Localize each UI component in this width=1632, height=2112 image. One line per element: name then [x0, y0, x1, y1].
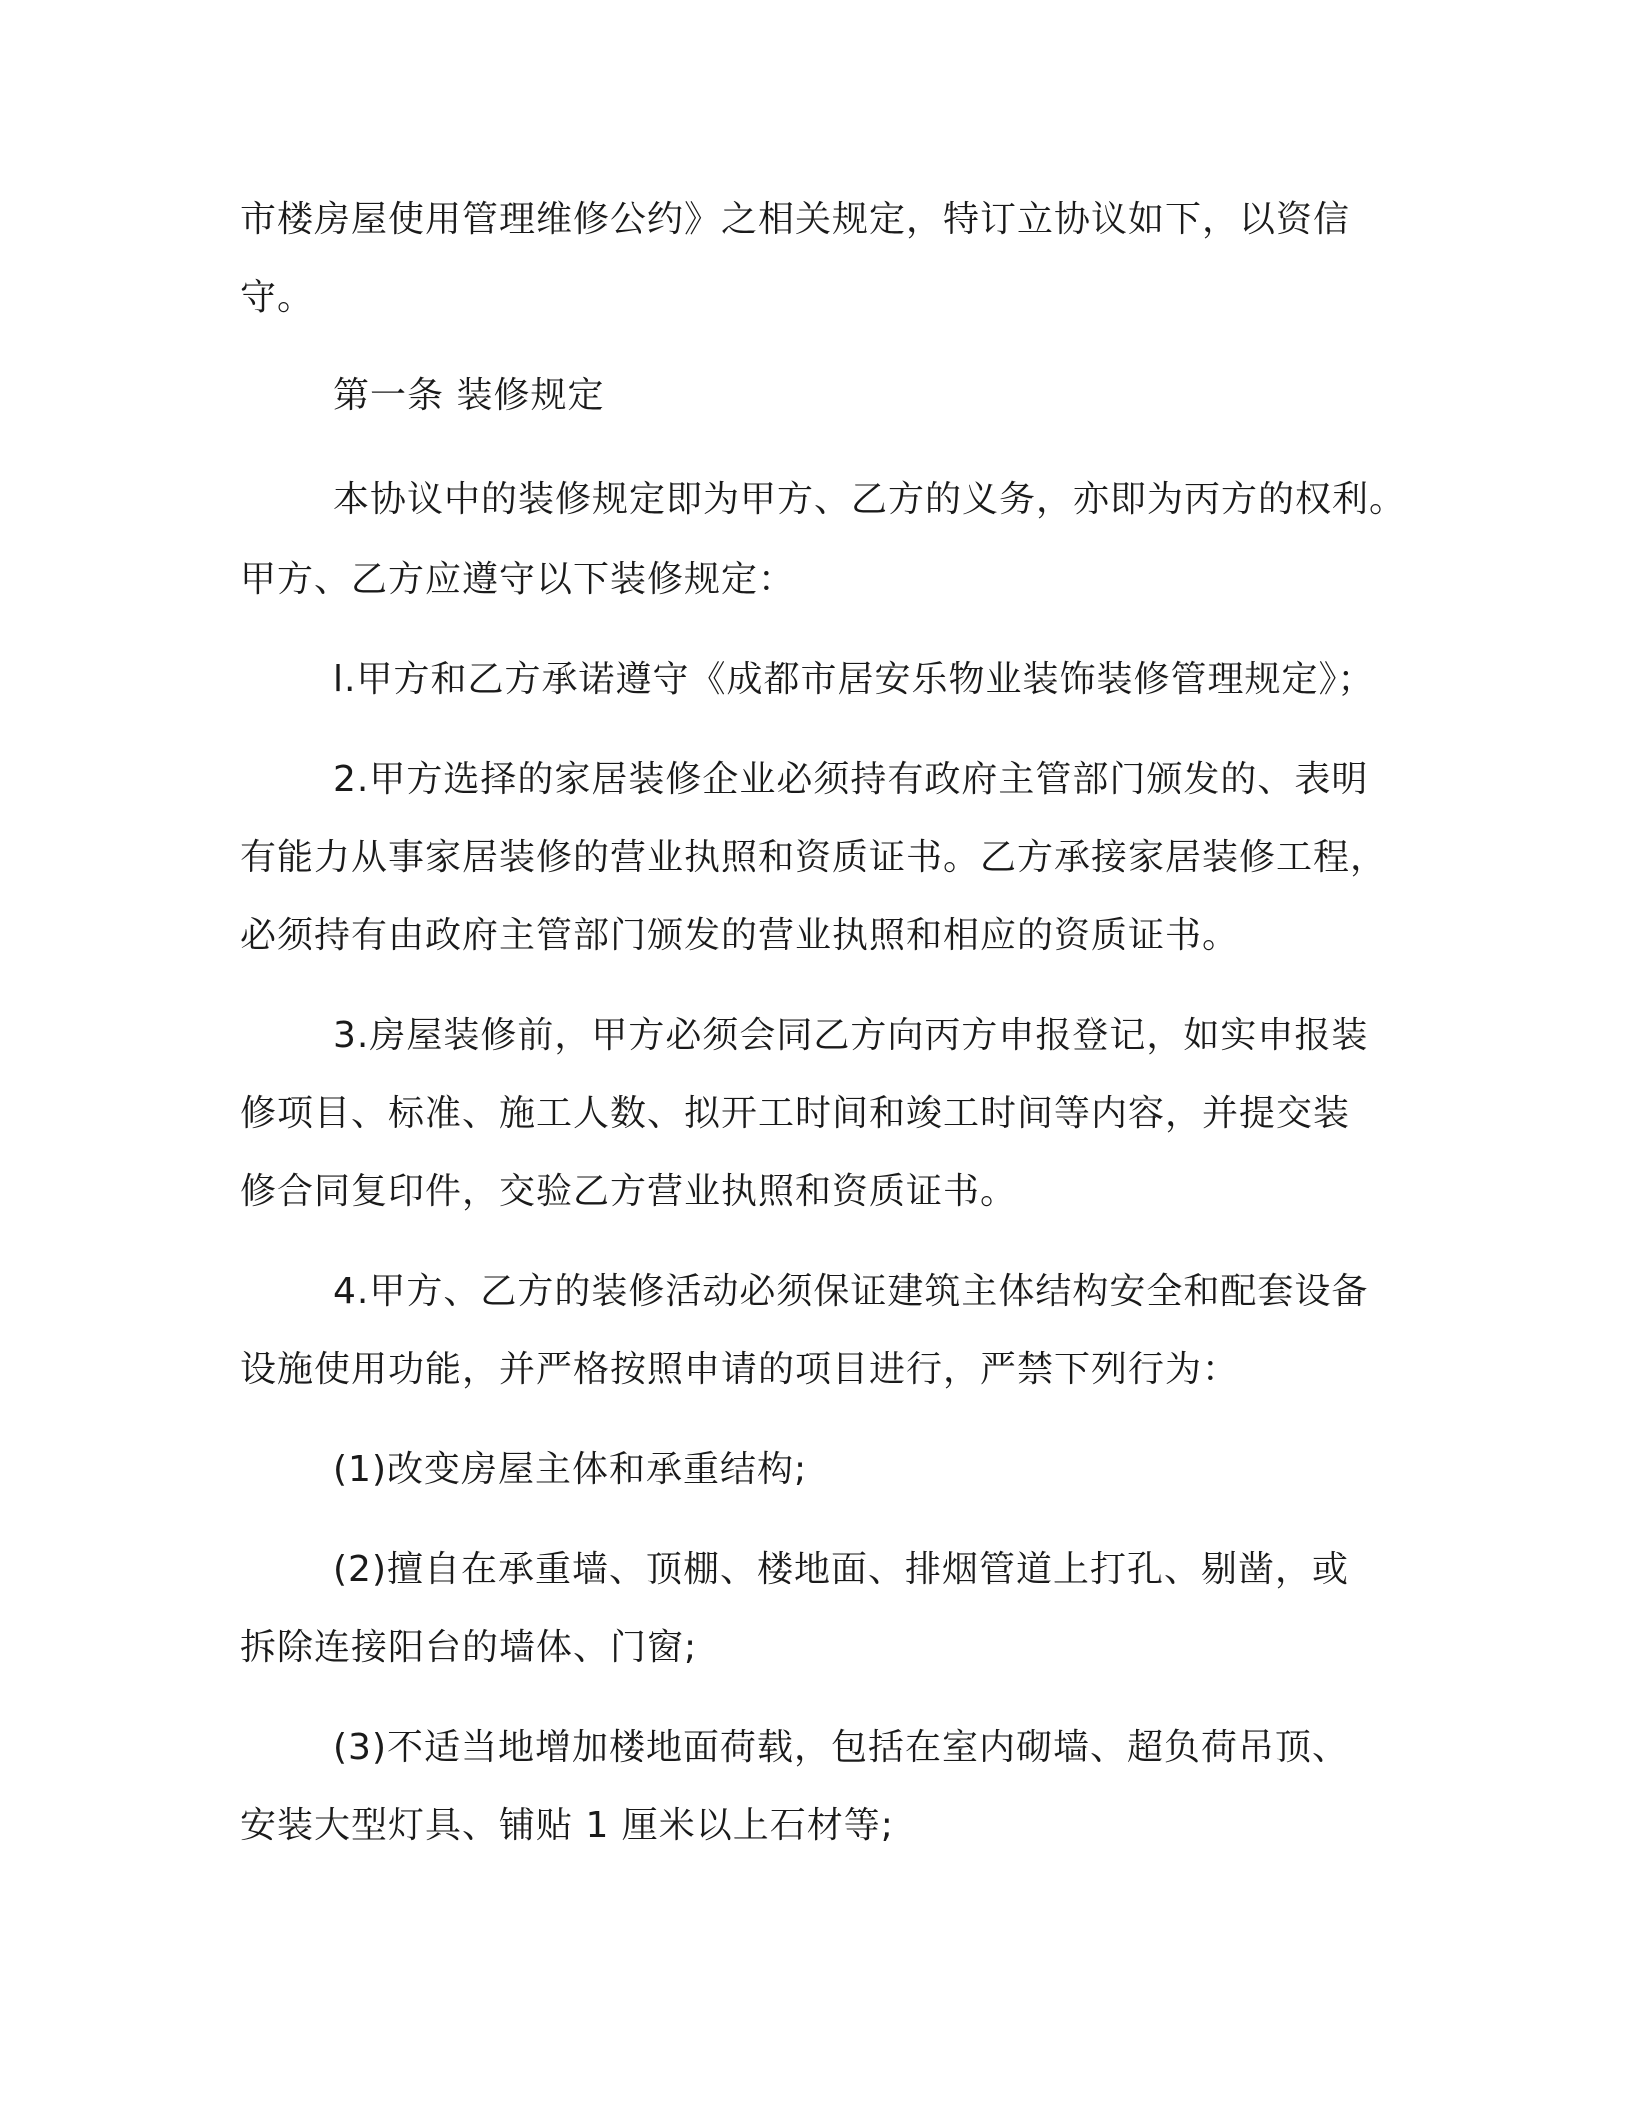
- text-line: l.甲方和乙方承诺遵守《成都市居安乐物业装饰装修管理规定》；: [333, 659, 1375, 700]
- text-line: 有能力从事家居装修的营业执照和资质证书。乙方承接家居装修工程，: [240, 837, 1388, 878]
- text-line: 设施使用功能，并严格按照申请的项目进行，严禁下列行为：: [240, 1349, 1240, 1390]
- text-line: 2.甲方选择的家居装修企业必须持有政府主管部门颁发的、表明: [333, 759, 1369, 800]
- text-line: 守。: [240, 277, 315, 318]
- list-item: (1)改变房屋主体和承重结构;: [333, 1449, 808, 1490]
- text-line: 修合同复印件，交验乙方营业执照和资质证书。: [240, 1171, 1018, 1212]
- list-item: (3)不适当地增加楼地面荷载，包括在室内砌墙、超负荷吊顶、: [333, 1727, 1349, 1768]
- text-line: 修项目、标准、施工人数、拟开工时间和竣工时间等内容，并提交装: [240, 1093, 1351, 1134]
- text-line: 3.房屋装修前，甲方必须会同乙方向丙方申报登记，如实申报装: [333, 1015, 1369, 1056]
- section-heading: 第一条 装修规定: [333, 375, 605, 416]
- text-line: 必须持有由政府主管部门颁发的营业执照和相应的资质证书。: [240, 915, 1240, 956]
- text-line: 安装大型灯具、铺贴 1 厘米以上石材等;: [240, 1805, 894, 1846]
- text-line: 拆除连接阳台的墙体、门窗;: [240, 1627, 698, 1668]
- text-line: 甲方、乙方应遵守以下装修规定：: [240, 559, 796, 600]
- text-line: 本协议中的装修规定即为甲方、乙方的义务，亦即为丙方的权利。: [333, 479, 1407, 520]
- text-line: 市楼房屋使用管理维修公约》之相关规定，特订立协议如下，以资信: [240, 199, 1351, 240]
- text-line: 4.甲方、乙方的装修活动必须保证建筑主体结构安全和配套设备: [333, 1271, 1369, 1312]
- list-item: (2)擅自在承重墙、顶棚、楼地面、排烟管道上打孔、剔凿，或: [333, 1549, 1349, 1590]
